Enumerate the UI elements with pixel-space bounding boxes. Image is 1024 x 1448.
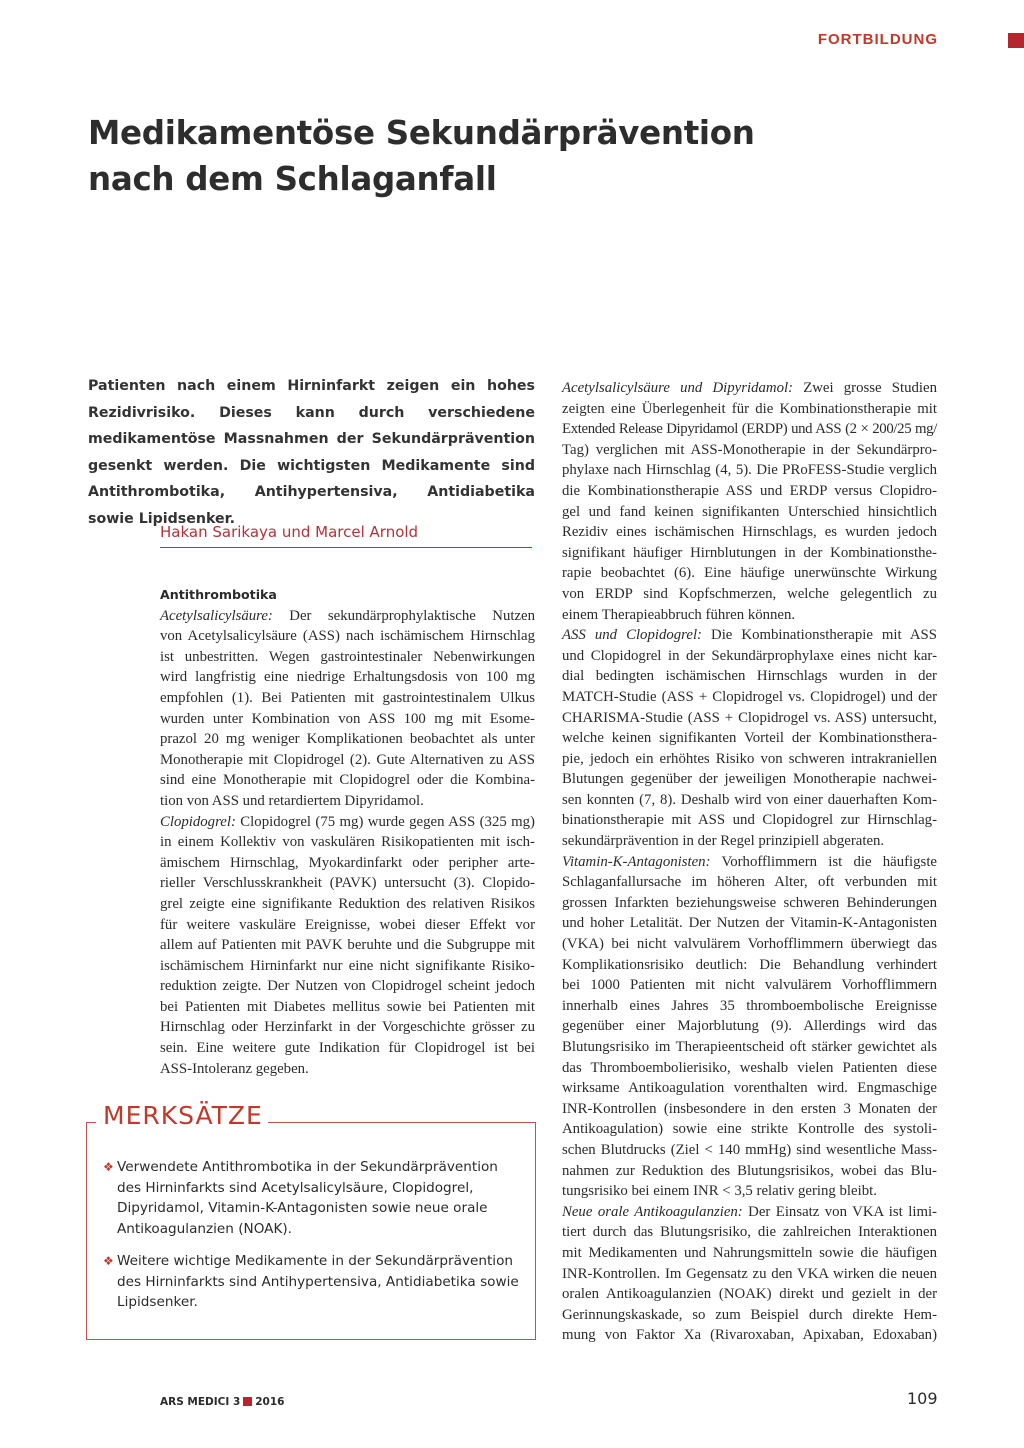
text-line: tungsrisiko bei einem INR < 3,5 relativ gering bleibt.	[562, 1183, 877, 1200]
text-line: mung von Faktor Xa (Rivaroxaban, Apixaban, Edoxaban)	[562, 1327, 937, 1344]
text-line: Acetylsalicylsäure: Der sekundärprophylaktische Nutzen	[160, 607, 535, 624]
body-column-left	[160, 585, 535, 1079]
text-line: tion von ASS und retardiertem Dipyridamol.	[160, 792, 424, 809]
text-line: und hoher Letalität. Der Nutzen der Vitamin-K-Antagonisten	[562, 915, 937, 932]
text-line: wirksame Antikoagulation vorenthalten wird. Engmaschige	[562, 1080, 937, 1097]
section-label: FORTBILDUNG	[817, 31, 938, 48]
text-line: ist unbestritten. Wegen gastrointestinaler Nebenwirkungen	[160, 648, 535, 665]
article-title	[88, 110, 848, 202]
text-line: grossen Infarkten beziehungsweise schweren Behinderungen	[562, 894, 937, 911]
body-column-right	[562, 378, 937, 1346]
footer-marker	[243, 1397, 252, 1406]
text-line: sen konnten (7, 8). Deshalb wird von einer dauerhaften Kom-	[562, 791, 937, 808]
section-marker	[1008, 33, 1024, 48]
text-line: empfohlen (1). Bei Patienten mit gastrointestinalem Ulkus	[160, 689, 535, 706]
text-line: tiert durch das Blutungsrisiko, die zahlreichen Interaktionen	[562, 1224, 937, 1241]
text-line: gel und fand keinen signifikanten Unterschied hinsichtlich	[562, 503, 937, 520]
text-line: gegenüber einer Majorblutung (9). Allerdings wird das	[562, 1018, 937, 1035]
run-in-heading: Acetylsalicylsäure und Dipyridamol:	[562, 380, 794, 396]
text-line: Clopidogrel: Clopidogrel (75 mg) wurde gegen ASS (325 mg)	[160, 813, 535, 830]
text-line: von ERDP sind Kopfschmerzen, welche gelegentlich zu	[562, 585, 937, 602]
text-line: CHARISMA-Studie (ASS + Clopidrogel vs. ASS) untersucht,	[562, 709, 937, 726]
text-line: einem Therapieabbruch führen können.	[562, 606, 796, 623]
merksaetze-list	[103, 1157, 523, 1325]
journal-year: 2016	[255, 1396, 285, 1408]
text-line: ASS und Clopidogrel: Die Kombinationstherapie mit ASS	[562, 627, 938, 644]
text-line: und Clopidogrel in der Sekundärprophylaxe eines nicht kar-	[562, 647, 937, 664]
text-line: bei 1000 Patienten mit nicht valvulärem Vorhofflimmern	[562, 977, 937, 994]
list-item: ❖ Weitere wichtige Medikamente in der Sekundärprävention des Hirninfarkts sind Antihypertensiva, Antidiabetika sowie Lipidsenker.	[103, 1253, 519, 1310]
text-line: reduktion zeigte. Der Nutzen von Clopidrogel scheint jedoch	[160, 978, 535, 995]
text-line: Monotherapie mit Clopidrogel (2). Gute Alternativen zu ASS	[160, 751, 535, 768]
text-line: Hirnschlag oder Herzinfarkt in der Vorgeschichte grösser zu	[160, 1019, 535, 1036]
text-line: oralen Antikoagulanzien (NOAK) direkt und gezielt in der	[562, 1286, 937, 1303]
diamond-bullet-icon: ❖	[103, 1254, 114, 1268]
run-in-heading: Vitamin-K-Antagonisten:	[562, 853, 711, 870]
run-in-heading: ASS und Clopidogrel:	[562, 627, 702, 644]
text-line: signifikant häufiger Hirnblutungen in der Kombinationsthe-	[562, 544, 937, 561]
text-line: INR-Kontrollen. Im Gegensatz zu den VKA wirken die neuen	[562, 1265, 937, 1282]
text-line: in einem Kollektiv von vaskulären Risikopatienten mit isch-	[160, 834, 535, 851]
text-line: mit Medikamenten und Nahrungsmitteln sowie die häufigen	[562, 1244, 937, 1261]
text-line: rieller Verschlusskrankheit (PAVK) untersucht (3). Clopido-	[160, 875, 535, 892]
text-line: prazol 20 mg weniger Komplikationen beobachtet als unter	[160, 731, 535, 748]
run-in-heading: Acetylsalicylsäure:	[160, 607, 273, 624]
text-line: INR-Kontrollen (insbesondere in den ersten 3 Monaten der	[562, 1100, 937, 1117]
merksaetze-title: MERKSÄTZE	[103, 1101, 263, 1130]
text-line: welche keinen signifikanten Vorteil der Kombinationsthera-	[562, 730, 937, 747]
text-line: pie, jedoch ein erhöhtes Risiko von schweren intrakraniellen	[562, 750, 937, 767]
text-line: innerhalb eines Jahres 35 thromboembolische Ereignisse	[562, 997, 937, 1014]
text-line: Tag) verglichen mit ASS-Monotherapie in der Sekundärpro-	[562, 441, 937, 458]
text-line: rapie beobachtet (6). Eine häufige unerwünschte Wirkung	[562, 565, 937, 582]
text-line: Blutungen gegenüber der jeweiligen Monotherapie nachwei-	[562, 771, 937, 788]
text-line: Acetylsalicylsäure und Dipyridamol: Zwei grosse Studien	[562, 380, 937, 396]
text-line: Komplikationsrisiko deutlich: Die Behandlung verhindert	[562, 956, 937, 973]
text-line: für weitere vaskuläre Ereignisse, wobei dieser Effekt vor	[160, 916, 535, 933]
title-line: nach dem Schlaganfall	[88, 160, 497, 198]
box-divider	[268, 1122, 536, 1123]
text-line: Vitamin-K-Antagonisten: Vorhofflimmern ist die häufigste	[562, 853, 937, 870]
text-line: sekundärprävention in der Regel prinzipiell abgeraten.	[562, 833, 885, 850]
text-line: dial bedingten ischämischen Hirnschlags wurden in der	[562, 668, 937, 685]
text-line: Neue orale Antikoagulanzien: Der Einsatz von VKA ist limi-	[562, 1203, 937, 1220]
text-line: grel zeigte eine signifikante Reduktion des relativen Risikos	[160, 895, 535, 912]
journal-name: ARS MEDICI 3	[160, 1396, 241, 1408]
text-line: Extended Release Dipyridamol (ERDP) und ASS (2 × 200/25 mg/	[562, 421, 937, 438]
text-line: Blutungsrisiko im Therapieentscheid oft stärker gewichtet als	[562, 1039, 937, 1055]
text-line: MATCH-Studie (ASS + Clopidrogel vs. Clopidrogel) und der	[562, 688, 937, 705]
text-line: von Acetylsalicylsäure (ASS) nach ischämischem Hirnschlag	[160, 628, 535, 645]
text-line: allem auf Patienten mit PAVK beruhte und die Subgruppe mit	[160, 937, 535, 954]
footer-journal	[160, 1396, 284, 1408]
text-line: Antikoagulation) sowie eine strikte Kontrolle des systoli-	[562, 1121, 937, 1138]
text-line: bei Patienten mit Diabetes mellitus sowie bei Patienten mit	[160, 998, 535, 1015]
run-in-heading: Clopidogrel:	[160, 813, 236, 830]
text-line: sind eine Monotherapie mit Clopidogrel oder die Kombina-	[160, 772, 535, 789]
section-heading: Antithrombotika	[160, 587, 277, 602]
diamond-bullet-icon: ❖	[103, 1160, 114, 1174]
text-line: Gerinnungskaskade, so zum Beispiel durch direkte Hem-	[562, 1306, 937, 1323]
text-line: nahmen zur Reduktion des Blutungsrisikos, wobei das Blu-	[562, 1162, 937, 1179]
text-line: schen Blutdrucks (Ziel < 140 mmHg) sind wesentliche Mass-	[562, 1141, 937, 1158]
text-line: (VKA) bei nicht valvulärem Vorhofflimmern überwiegt das	[562, 936, 937, 953]
page-number: 109	[907, 1389, 938, 1408]
lead-paragraph: Patienten nach einem Hirninfarkt zeigen ein hohes Rezidivrisiko. Dieses kann durch verschiedene medikamentöse Massnahmen der Sekundärprävention gesenkt werden. Die wichtigsten Medikamente sind Antithrombotika, Antihypertensiva, Antidiabetika sowie Lipidsenker.	[88, 378, 535, 527]
text-line: das Thromboembolierisiko, weshalb vielen Patienten diese	[562, 1059, 937, 1076]
text-line: ASS-Intoleranz gegeben.	[160, 1060, 309, 1077]
text-line: Rezidiv eines ischämischen Hirnschlags, es wurden jedoch	[562, 524, 937, 541]
text-line: die Kombinationstherapie ASS und ERDP versus Clopidro-	[562, 482, 937, 499]
text-line: zeigten eine Überlegenheit für die Kombinationstherapie mit	[562, 400, 937, 417]
text-line: Schlaganfallursache im höheren Alter, oft verbunden mit	[562, 874, 937, 891]
run-in-heading: Neue orale Antikoagulanzien:	[562, 1203, 743, 1220]
box-divider	[86, 1122, 96, 1123]
text-line: sein. Eine weitere gute Indikation für Clopidrogel ist bei	[160, 1040, 535, 1057]
list-item: ❖ Verwendete Antithrombotika in der Sekundärprävention des Hirninfarkts sind Acetylsalicylsäure, Clopidogrel, Dipyridamol, Vitamin-K-Antagonisten sowie neue orale Antikoagulanzien (NOAK).	[103, 1159, 498, 1237]
text-line: wurden unter Kombination von ASS 100 mg mit Esome-	[160, 710, 535, 727]
text-line: binationstherapie mit ASS und Clopidogrel zur Hirnschlag-	[562, 812, 937, 829]
text-line: ischämischem Hirninfarkt nur eine nicht signifikante Risiko-	[160, 957, 535, 974]
title-line: Medikamentöse Sekundärprävention	[88, 114, 755, 152]
text-line: phylaxe nach Hirnschlag (4, 5). Die PRoFESS-Studie verglich	[562, 462, 937, 479]
text-line: ämischem Hirnschlag, Myokardinfarkt oder peripher arte-	[160, 854, 535, 871]
text-line: wird langfristig eine niedrige Erhaltungsdosis von 100 mg	[160, 669, 535, 686]
authors: Hakan Sarikaya und Marcel Arnold	[160, 523, 532, 548]
